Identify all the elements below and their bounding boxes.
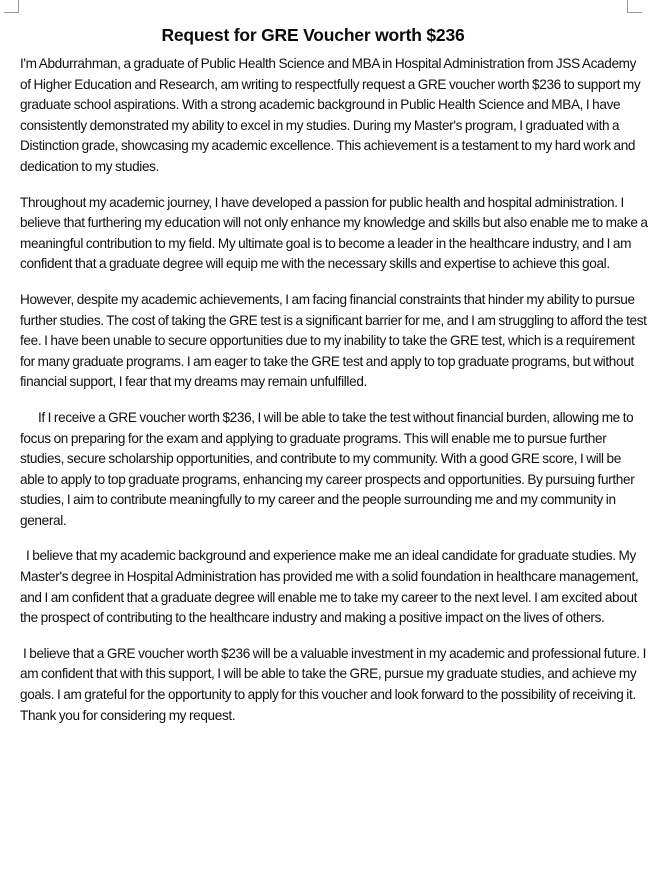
paragraph-closing: I believe that a GRE voucher worth $236 will be a valuable investment in my academic and professional future. I am confident that with this support, I will be able to take the GRE, pursue my graduate studies, and achieve my goals. I am grateful for the opportunity to apply for this voucher and look forward to the possibility of receiving it. Thank you for considering my request.: [20, 645, 647, 723]
paragraph-introduction: I'm Abdurrahman, a graduate of Public Health Science and MBA in Hospital Administration from JSS Academy of Higher Education and Research, am writing to respectfully request a GRE voucher worth $236 to support my graduate school aspirations. With a strong academic background in Public Health Science and MBA, I have consistently demonstrated my ability to excel in my studies. During my Master's program, I graduated with a Distinction grade, showcasing my academic excellence. This achievement is a testament to my hard work and dedication to my studies.: [20, 56, 641, 174]
paragraph-academic-journey: Throughout my academic journey, I have developed a passion for public health and hospital administration. I believe that furthering my education will not only enhance my knowledge and skills but also enable me to make a meaningful contribution to my field. My ultimate goal is to become a leader in the healthcare industry, and I am confident that a graduate degree will equip me with the necessary skills and expertise to achieve this goal.: [20, 194, 648, 272]
paragraph-financial-constraints: However, despite my academic achievements, I am facing financial constraints that hinder my ability to pursue further studies. The cost of taking the GRE test is a significant barrier for me, and I am struggling to afford the test fee. I have been unable to secure opportunities due to my inability to take the GRE test, which is a requirement for many graduate programs. I am eager to take the GRE test and apply to top graduate programs, but without financial support, I fear that my dreams may remain unfulfilled.: [20, 291, 647, 390]
document-title: Request for GRE Voucher worth $236: [161, 24, 465, 45]
document-body: [20, 54, 648, 741]
paragraph-candidacy: I believe that my academic background and experience make me an ideal candidate for graduate studies. My Master's degree in Hospital Administration has provided me with a solid foundation in healthcare management, and I am confident that a graduate degree will enable me to take my career to the next level. I am excited about the prospect of contributing to the healthcare industry and making a positive impact on the lives of others.: [20, 548, 639, 626]
page-corner-mark-top-left: [4, 0, 19, 13]
page-corner-mark-top-right: [627, 0, 642, 13]
paragraph-voucher-impact: If I receive a GRE voucher worth $236, I will be able to take the test without financial burden, allowing me to focus on preparing for the exam and applying to graduate programs. This will enable me to pursue further studies, secure scholarship opportunities, and contribute to my community. With a good GRE score, I will be able to apply to top graduate programs, enhancing my career prospects and opportunities. By pursuing further studies, I aim to contribute meaningfully to my career and the people surrounding me and my community in general.: [20, 409, 635, 528]
